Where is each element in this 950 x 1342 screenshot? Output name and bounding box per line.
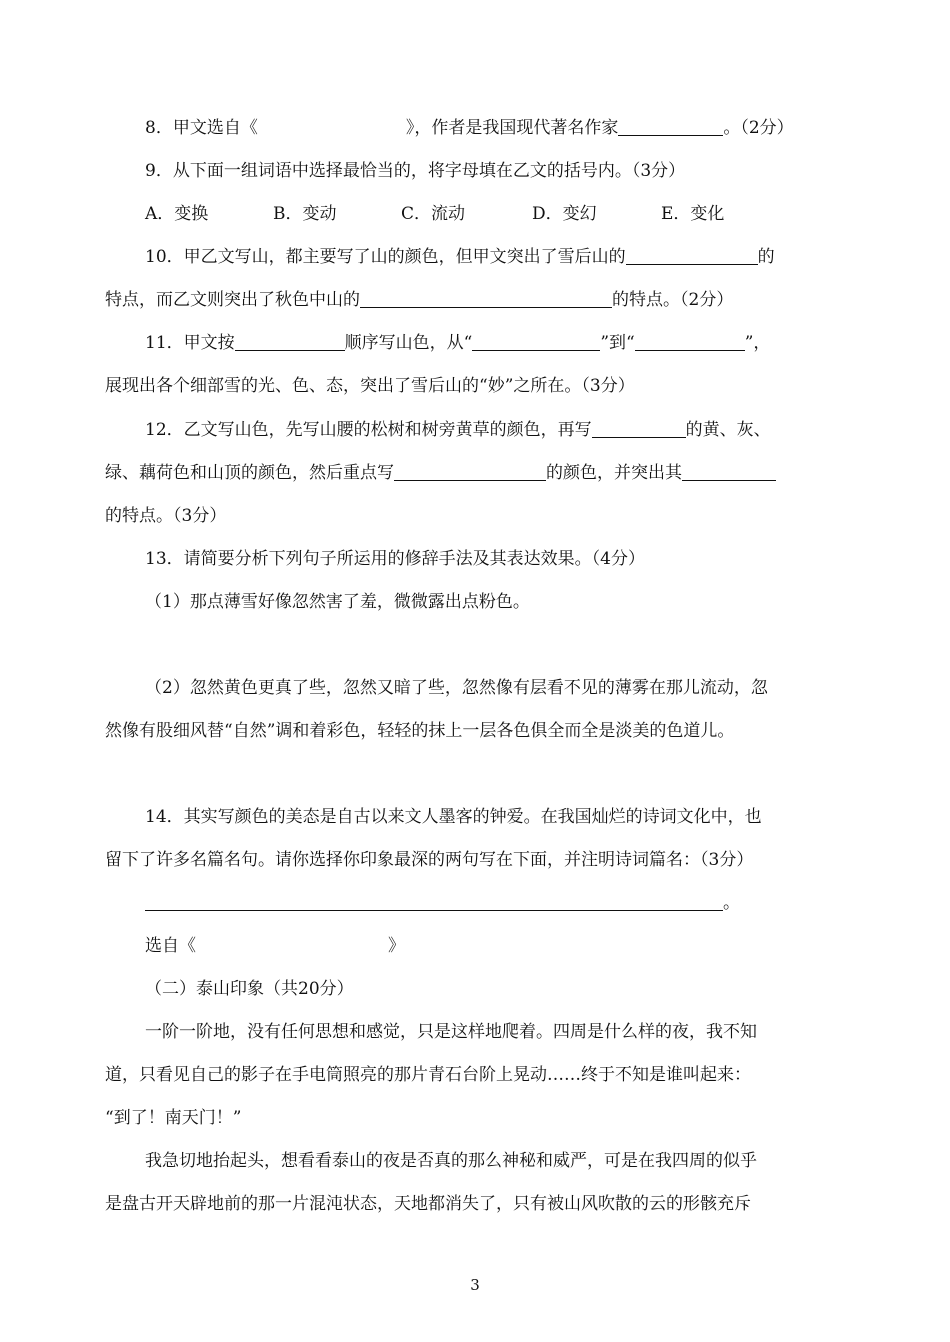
section-2-p1-line-2: 道，只看见自己的影子在手电筒照亮的那片青石台阶上晃动……终于不知是谁叫起来：	[105, 1065, 751, 1085]
q14-answer-blank	[145, 892, 723, 911]
option-d: D．变幻	[532, 204, 597, 224]
q10-text-d: 的特点。（2分）	[612, 290, 734, 310]
question-11-line-1	[145, 331, 770, 355]
q8-text-c: 。（2分）	[723, 118, 794, 138]
section-2-p1-line-3: “到了！南天门！”	[105, 1108, 242, 1128]
question-9: 9．从下面一组词语中选择最恰当的，将字母填在乙文的括号内。（3分）	[145, 161, 686, 181]
option-c: C．流动	[401, 204, 466, 224]
q14-end: 。	[723, 893, 740, 913]
q12-blank-2	[394, 462, 546, 481]
section-2-p1-line-1: 一阶一阶地，没有任何思想和感觉，只是这样地爬着。四周是什么样的夜，我不知	[145, 1022, 757, 1042]
q11-text-b: 顺序写山色，从“	[344, 333, 473, 353]
q11-text-c: ”到“	[600, 333, 635, 353]
q12-text-d: 的颜色，并突出其	[546, 463, 682, 483]
q12-text-a: 12．乙文写山色，先写山腰的松树和树旁黄草的颜色，再写	[145, 420, 592, 440]
q12-blank-1	[592, 419, 686, 438]
section-2-p2-line-1: 我急切地抬起头，想看看泰山的夜是否真的那么神秘和威严，可是在我四周的似乎	[145, 1151, 757, 1171]
q13-sentence-1: （1）那点薄雪好像忽然害了羞，微微露出点粉色。	[145, 592, 530, 612]
q10-text-b: 的	[757, 247, 775, 267]
section-2-heading: （二）泰山印象（共20分）	[145, 979, 354, 999]
q11-blank-3	[635, 332, 745, 351]
q8-author-blank	[618, 117, 723, 136]
q12-text-b: 的黄、灰、	[685, 420, 771, 440]
q11-blank-2	[472, 332, 600, 351]
q10-blank-2	[360, 289, 612, 308]
question-14-line-1: 14．其实写颜色的美态是自古以来文人墨客的钟爱。在我国灿烂的诗词文化中，也	[145, 807, 762, 827]
q11-blank-1	[235, 332, 345, 351]
question-8	[145, 116, 794, 140]
q13-sentence-2-line-2: 然像有股细风替“自然”调和着彩色，轻轻的抹上一层各色俱全而全是淡美的色道儿。	[105, 721, 735, 741]
q10-text-c: 特点，而乙文则突出了秋色中山的	[105, 290, 360, 310]
option-a: A．变换	[145, 204, 209, 224]
q11-text-d: ”，	[744, 333, 771, 353]
question-9-options	[145, 202, 724, 226]
q12-text-c: 绿、藕荷色和山顶的颜色，然后重点写	[105, 463, 394, 483]
question-12-line-3: 的特点。（3分）	[105, 506, 227, 526]
option-e: E．变化	[661, 204, 725, 224]
q13-sentence-2-line-1: （2）忽然黄色更真了些，忽然又暗了些，忽然像有层看不见的薄雾在那儿流动，忽	[145, 678, 768, 698]
question-10-line-1	[145, 245, 775, 269]
option-b: B．变动	[273, 204, 337, 224]
question-14-answer-line	[145, 891, 740, 915]
section-2-p2-line-2: 是盘古开天辟地前的那一片混沌状态，天地都消失了，只有被山风吹散的云的形骸充斥	[105, 1194, 751, 1214]
page-number: 3	[470, 1276, 480, 1294]
q8-text-a: 8．甲文选自《	[145, 118, 258, 138]
q14-source-a: 选自《	[145, 936, 196, 956]
question-10-line-2	[105, 288, 733, 312]
question-11-line-2: 展现出各个细部雪的光、色、态，突出了雪后山的“妙”之所在。（3分）	[105, 376, 635, 396]
q10-blank-1	[626, 246, 758, 265]
question-14-line-2: 留下了许多名篇名句。请你选择你印象最深的两句写在下面，并注明诗词篇名：（3分）	[105, 850, 754, 870]
q14-source-b: 》	[388, 936, 405, 956]
q11-text-a: 11．甲文按	[145, 333, 235, 353]
q10-text-a: 10．甲乙文写山，都主要写了山的颜色，但甲文突出了雪后山的	[145, 247, 626, 267]
question-12-line-1	[145, 418, 771, 442]
question-12-line-2	[105, 461, 776, 485]
q8-text-b: 》，作者是我国现代著名作家	[405, 118, 619, 138]
q12-blank-3	[682, 462, 776, 481]
question-14-source	[145, 934, 405, 958]
question-13: 13．请简要分析下列句子所运用的修辞手法及其表达效果。（4分）	[145, 549, 645, 569]
